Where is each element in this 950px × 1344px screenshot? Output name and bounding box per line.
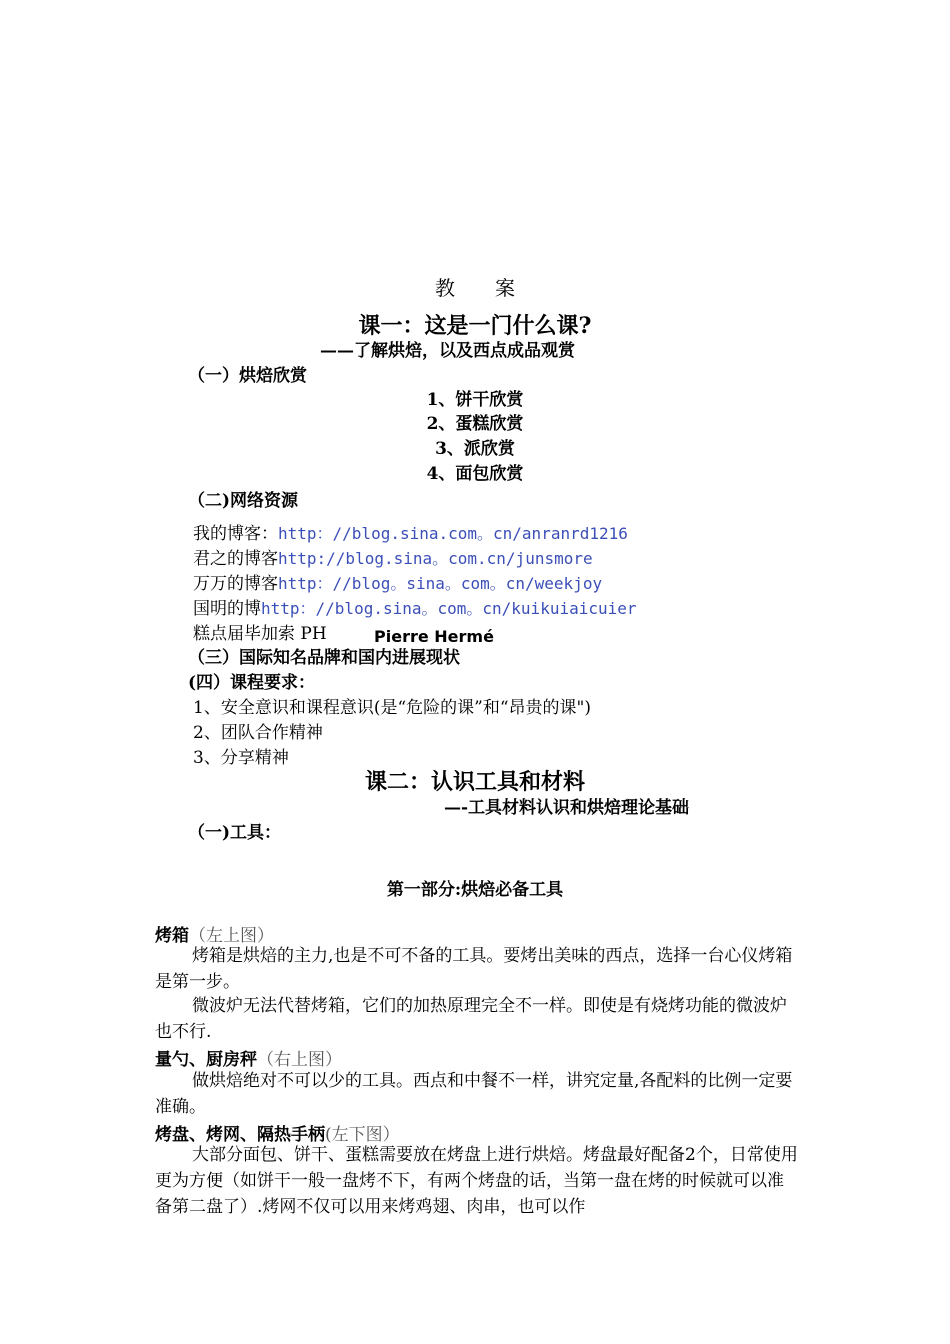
blog-line [193, 519, 628, 544]
lesson1-subtitle: ——了解烘焙，以及西点成品观赏 [320, 341, 575, 361]
lesson2-subtitle: —-工具材料认识和烘焙理论基础 [444, 798, 690, 818]
blog-line [193, 594, 637, 619]
scale-note: （右上图） [257, 1050, 342, 1070]
section-tools: （一)工具： [188, 823, 282, 843]
scale-heading [155, 1045, 342, 1070]
blog-line [193, 544, 593, 569]
requirement-item: 3、分享精神 [193, 748, 289, 768]
section-course-requirements: (四）课程要求： [188, 673, 316, 693]
oven-note: （左上图） [189, 926, 274, 946]
list-item: 1、饼干欣赏 [426, 390, 524, 410]
blog-link[interactable]: http：//blog。sina。com。cn/weekjoy [278, 574, 603, 593]
oven-paragraph-2: 微波炉无法代替烤箱，它们的加热原理完全不一样。即使是有烧烤功能的微波炉也不行. [155, 996, 787, 1042]
tray-paragraph-1: 大部分面包、饼干、蛋糕需要放在烤盘上进行烘焙。烤盘最好配备2个，日常使用更为方便（如饼干一般一盘烤不下，有两个烤盘的话，当第一盘在烤的时候就可以准备第二盘了）.烤网不仅可以用来烤鸡翅、肉串，也可以作 [155, 1145, 798, 1217]
section-baking-appreciation: （一）烘焙欣赏 [188, 366, 307, 386]
blog-link[interactable]: http://blog.sina。com.cn/junsmore [278, 549, 593, 568]
requirement-item: 2、团队合作精神 [193, 723, 323, 743]
list-item: 2、蛋糕欣赏 [426, 414, 524, 434]
oven-title: 烤箱 [155, 926, 189, 946]
section-brands: （三）国际知名品牌和国内进展现状 [188, 648, 460, 668]
part-title: 第一部分:烘焙必备工具 [386, 880, 564, 900]
tray-title: 烤盘、烤网、隔热手柄 [155, 1125, 325, 1145]
section-web-resources: （二)网络资源 [188, 491, 299, 511]
blog-label: 国明的博 [193, 599, 261, 619]
list-item: 4、面包欣赏 [426, 464, 524, 484]
requirement-item: 1、安全意识和课程意识(是“危险的课”和“昂贵的课") [193, 698, 591, 718]
blog-link[interactable]: http：//blog.sina。com。cn/kuikuiaicuier [261, 599, 637, 618]
scale-paragraph-1: 做烘焙绝对不可以少的工具。西点和中餐不一样，讲究定量,各配料的比例一定要准确。 [155, 1071, 793, 1117]
list-item: 3、派欣赏 [435, 439, 515, 459]
blog-line [193, 569, 602, 594]
blog-label: 万万的博客 [193, 574, 278, 594]
tray-note: (左下图） [325, 1125, 400, 1145]
lesson2-heading: 课二：认识工具和材料 [364, 769, 585, 795]
scale-title: 量勺、厨房秤 [155, 1050, 257, 1070]
page-title: 教 案 [435, 276, 515, 300]
blog-label: 君之的博客 [193, 549, 278, 569]
oven-paragraph-1: 烤箱是烘焙的主力,也是不可不备的工具。要烤出美味的西点，选择一台心仪烤箱是第一步。 [155, 946, 793, 992]
blog-label: 我的博客： [193, 524, 278, 544]
pierre-herme-label: Pierre Hermé [374, 627, 494, 646]
blog-link[interactable]: http：//blog.sina.com。cn/anranrd1216 [278, 524, 628, 543]
pastry-line: 糕点届毕加索 PH [193, 624, 327, 644]
lesson1-heading: 课一：这是一门什么课? [358, 313, 592, 339]
